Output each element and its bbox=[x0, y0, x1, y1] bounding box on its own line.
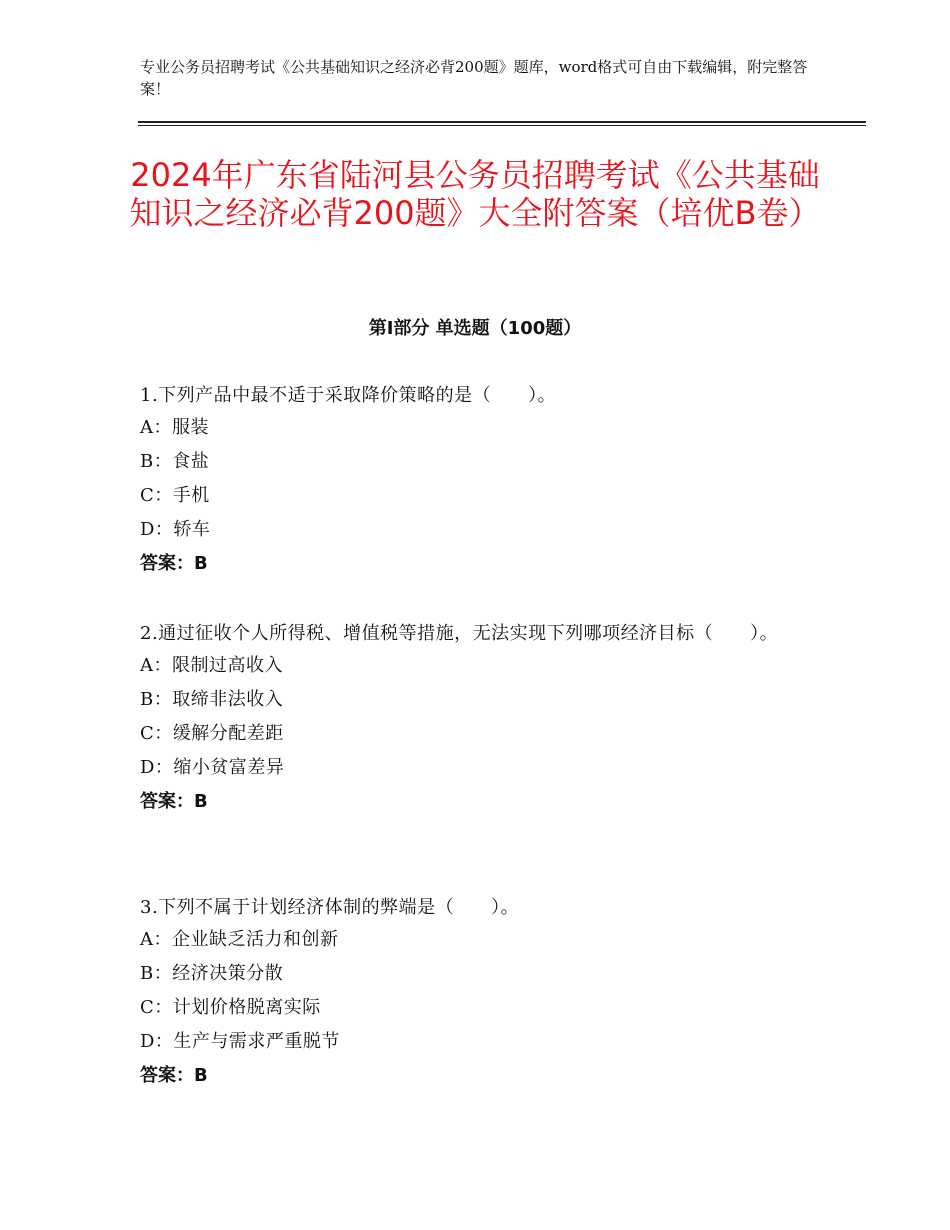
option-b: B：食盐 bbox=[140, 451, 210, 472]
option-d: D：轿车 bbox=[140, 519, 211, 540]
option-b: B：取缔非法收入 bbox=[140, 689, 284, 710]
document-title: 2024年广东省陆河县公务员招聘考试《公共基础知识之经济必背200题》大全附答案（培优B卷） bbox=[129, 156, 821, 232]
option-b: B：经济决策分散 bbox=[140, 963, 284, 984]
header-divider-thin bbox=[138, 125, 866, 126]
answer: 答案：B bbox=[140, 791, 208, 812]
question-stem: 1.下列产品中最不适于采取降价策略的是（ ）。 bbox=[140, 385, 557, 406]
option-d: D：缩小贫富差异 bbox=[140, 757, 285, 778]
option-c: C：手机 bbox=[140, 485, 210, 506]
option-a: A：限制过高收入 bbox=[140, 655, 283, 676]
question-stem: 3.下列不属于计划经济体制的弊端是（ ）。 bbox=[140, 897, 520, 918]
answer: 答案：B bbox=[140, 553, 208, 574]
question-3 bbox=[140, 893, 820, 1093]
option-c: C：计划价格脱离实际 bbox=[140, 997, 321, 1018]
question-stem: 2.通过征收个人所得税、增值税等措施，无法实现下列哪项经济目标（ ）。 bbox=[140, 623, 779, 644]
header-note: 专业公务员招聘考试《公共基础知识之经济必背200题》题库，word格式可自由下载编辑，附完整答案！ bbox=[140, 58, 808, 98]
option-a: A：企业缺乏活力和创新 bbox=[140, 929, 339, 950]
answer: 答案：B bbox=[140, 1065, 208, 1086]
question-1 bbox=[140, 381, 820, 581]
option-d: D：生产与需求严重脱节 bbox=[140, 1031, 340, 1052]
section-heading: 第Ⅰ部分 单选题（100题） bbox=[368, 318, 582, 339]
question-2 bbox=[140, 619, 820, 819]
option-c: C：缓解分配差距 bbox=[140, 723, 284, 744]
option-a: A：服装 bbox=[140, 417, 209, 438]
header-divider-thick bbox=[138, 121, 866, 123]
